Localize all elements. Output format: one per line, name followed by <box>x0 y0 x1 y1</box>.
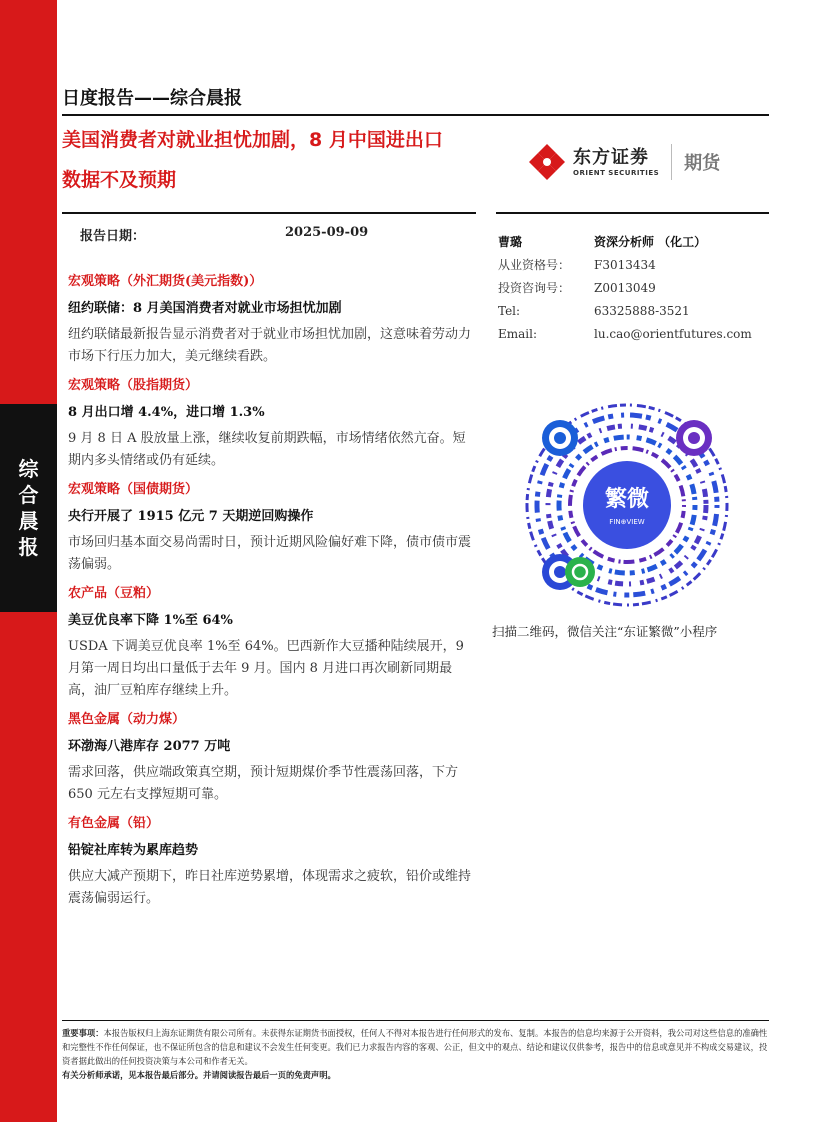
section-head: 宏观策略（国债期货） <box>68 482 199 497</box>
disclaimer <box>62 1026 774 1082</box>
date-label: 报告日期： <box>80 229 146 244</box>
section <box>68 810 474 910</box>
left-divider <box>62 212 476 214</box>
logo-futures: 期货 <box>684 153 721 174</box>
side-tab-char: 综 <box>18 457 39 481</box>
analyst-label: Email: <box>498 327 538 341</box>
title-line: 数据不及预期 <box>62 169 177 191</box>
side-tab-char: 晨 <box>18 509 39 533</box>
section-subtitle: 铅锭社库转为累库趋势 <box>68 843 199 858</box>
section <box>68 580 474 702</box>
analyst-label: 投资咨询号： <box>498 281 571 295</box>
section-body: 需求回落，供应端政策真空期，预计短期煤价季节性震荡回落，下方 650 元左右支撑短期可靠。 <box>68 765 459 802</box>
report-type: 日度报告——综合晨报 <box>62 88 242 109</box>
section-body: 9 月 8 日 A 股放量上涨，继续收复前期跌幅，市场情绪依然亢奋。短期内多头情绪或仍有延续。 <box>68 431 466 468</box>
section <box>68 372 474 472</box>
page-title <box>62 120 512 200</box>
section-body: USDA 下调美豆优良率 1%至 64%。巴西新作大豆播种陆续展开，9 月第一周日均出口量低于去年 9 月。国内 8 月进口再次刷新同期最高，油厂豆粕库存继续上升。 <box>68 639 464 698</box>
mini-program-qr-code[interactable] <box>522 400 732 610</box>
sections <box>68 268 474 914</box>
section-subtitle: 8 月出口增 4.4%，进口增 1.3% <box>68 405 265 420</box>
title-line: 美国消费者对就业担忧加剧，8 月中国进出口 <box>62 129 443 151</box>
analyst-value: 63325888-3521 <box>594 304 690 318</box>
section-head: 农产品（豆粕） <box>68 586 160 601</box>
section-body: 供应大减产预期下，昨日社库逆势累增，体现需求之疲软，铅价或维持震荡偏弱运行。 <box>68 869 472 906</box>
logo-cn: 东方证劵 <box>573 147 649 168</box>
side-tab-char: 合 <box>18 483 39 507</box>
header-divider <box>62 114 769 116</box>
section-subtitle: 纽约联储：8 月美国消费者对就业市场担忧加剧 <box>68 301 342 316</box>
section-subtitle: 环渤海八港库存 2077 万吨 <box>68 739 231 754</box>
disclaimer-label: 重要事项： <box>62 1028 104 1038</box>
section-head: 宏观策略（外汇期货(美元指数)） <box>68 274 263 289</box>
side-tab <box>0 404 57 612</box>
analyst-label: 从业资格号： <box>498 258 571 272</box>
section <box>68 706 474 806</box>
analyst-title: 资深分析师 （化工） <box>594 235 707 249</box>
analyst-value: Z0013049 <box>594 281 656 295</box>
disclaimer-text: 本报告版权归上海东证期货有限公司所有。未获得东证期货书面授权，任何人不得对本报告进行任何形式的发布、复制。本报告的信息均来源于公开资料，我公司对这些信息的准确性和完整性不作任何保证，也不保证所包含的信息和建议不会发生任何变更。我们已力求报告内容的客观、公正，但文中的观点、结论和建议仅供参考，报告中的信息或意见并不构成交易建议，投资者据此做出的任何投资决策与本公司和作者无关。 <box>62 1028 768 1066</box>
analyst-label: Tel: <box>498 304 521 318</box>
report-date <box>80 225 369 244</box>
side-tab-char: 报 <box>18 535 39 559</box>
qr-caption: 扫描二维码，微信关注“东证繁微”小程序 <box>492 624 718 639</box>
date-value: 2025-09-09 <box>285 225 369 240</box>
section-body: 市场回归基本面交易尚需时日，预计近期风险偏好难下降，债市债市震荡偏弱。 <box>68 535 472 572</box>
logo-en: ORIENT SECURITIES <box>573 169 660 177</box>
disclaimer-note: 有关分析师承诺，见本报告最后部分。并请阅读报告最后一页的免责声明。 <box>62 1070 336 1080</box>
company-logo <box>527 140 767 184</box>
orient-logo-icon <box>527 142 567 182</box>
section-head: 黑色金属（动力煤） <box>68 712 186 727</box>
section-head: 有色金属（铅） <box>68 816 160 831</box>
section-subtitle: 美豆优良率下降 1%至 64% <box>68 613 233 628</box>
qr-center-sub: FIN⊕VIEW <box>609 518 645 526</box>
section-body: 纽约联储最新报告显示消费者对于就业市场担忧加剧，这意味着劳动力市场下行压力加大，美元继续看跌。 <box>68 327 472 364</box>
analyst-email[interactable]: lu.cao@orientfutures.com <box>594 327 752 341</box>
analyst-value: F3013434 <box>594 258 656 272</box>
section-subtitle: 央行开展了 1915 亿元 7 天期逆回购操作 <box>68 509 314 524</box>
right-divider <box>496 212 769 214</box>
qr-center-label: 繁微 <box>604 487 650 512</box>
footer-divider <box>62 1020 769 1021</box>
logo-separator <box>671 144 672 180</box>
section <box>68 476 474 576</box>
section <box>68 268 474 368</box>
analyst-info <box>498 232 768 347</box>
mini-program-icon <box>565 557 595 587</box>
analyst-name: 曹璐 <box>498 235 523 249</box>
section-head: 宏观策略（股指期货） <box>68 378 199 393</box>
